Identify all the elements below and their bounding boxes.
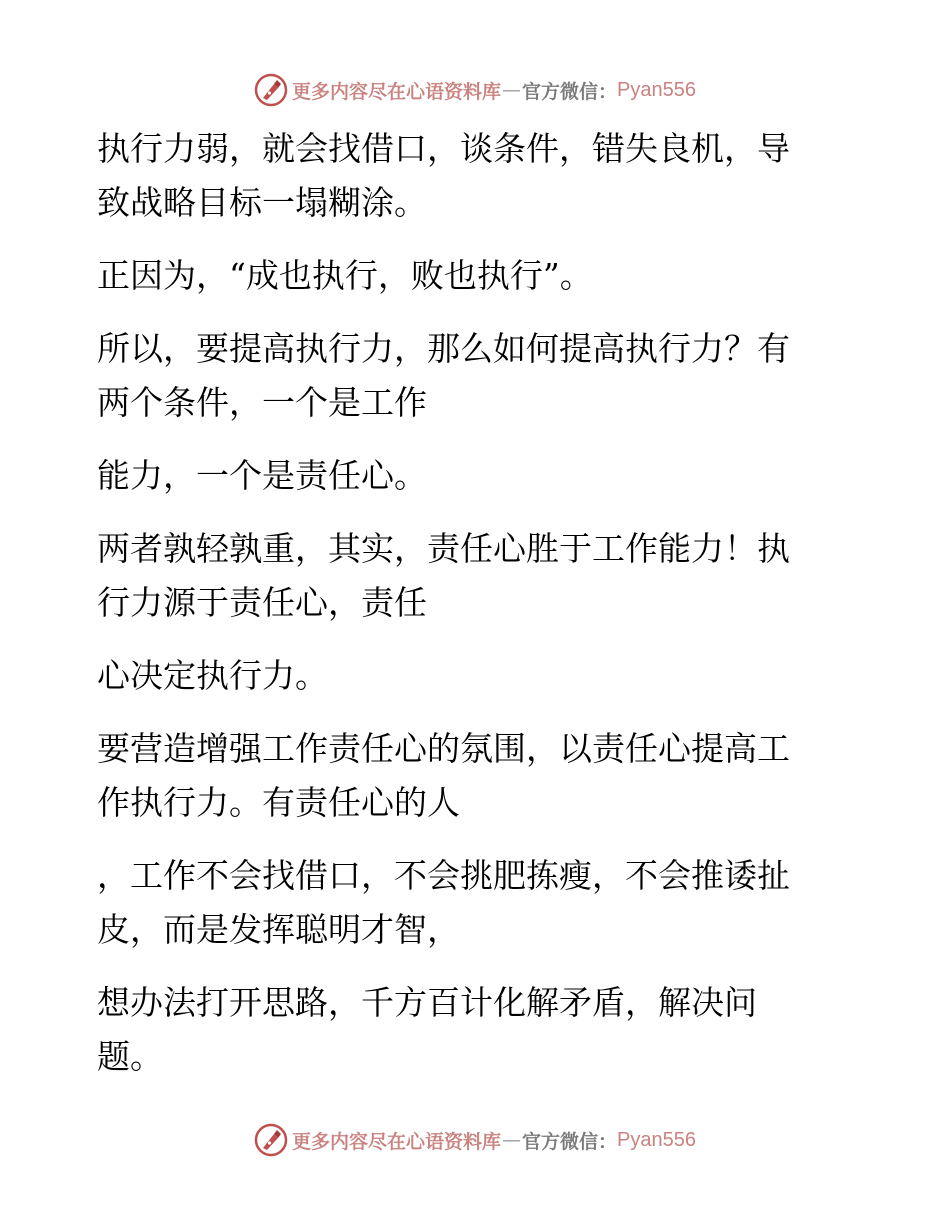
banner-dash: — [502,1129,522,1151]
text-line: 能力，一个是责任心。 [97,456,427,495]
paragraph [97,849,837,957]
pen-nib-logo-icon [254,73,288,107]
text-line: 皮，而是发挥聪明才智， [97,910,460,949]
banner-text: 更多内容尽在心语资料库 [292,80,502,103]
text-line: 所以，要提高执行力，那么如何提高执行力？有 [97,329,790,368]
text-line: 要营造增强工作责任心的氛围，以责任心提高工 [97,729,790,768]
text-line: 题。 [97,1037,163,1076]
paragraph [97,976,837,1084]
paragraph [97,249,837,303]
header-banner [0,70,950,110]
footer-banner [0,1120,950,1160]
text-line: 正因为，“成也执行，败也执行”。 [97,256,593,295]
banner-dash: — [502,79,522,101]
banner-wechat-id: Pyan556 [617,1128,696,1151]
paragraph [97,449,837,503]
banner-text: 更多内容尽在心语资料库 [292,1130,502,1153]
paragraph [97,649,837,703]
banner-wechat-label: 官方微信： [522,1130,618,1153]
text-line: ，工作不会找借口，不会挑肥拣瘦，不会推诿扯 [97,856,790,895]
pen-nib-logo-icon [254,1123,288,1157]
banner-wechat-label: 官方微信： [522,80,618,103]
paragraph [97,722,837,830]
text-line: 想办法打开思路，千方百计化解矛盾，解决问 [97,983,757,1022]
text-line: 两者孰轻孰重，其实，责任心胜于工作能力！执 [97,529,790,568]
banner-wechat-id: Pyan556 [617,78,696,101]
paragraph [97,322,837,430]
paragraph [97,522,837,630]
text-line: 作执行力。有责任心的人 [97,783,460,822]
document-body [97,122,837,1103]
text-line: 心决定执行力。 [97,656,328,695]
text-line: 两个条件，一个是工作 [97,383,427,422]
text-line: 行力源于责任心，责任 [97,583,427,622]
paragraph [97,122,837,230]
text-line: 执行力弱，就会找借口，谈条件，错失良机，导 [97,129,790,168]
text-line: 致战略目标一塌糊涂。 [97,183,427,222]
